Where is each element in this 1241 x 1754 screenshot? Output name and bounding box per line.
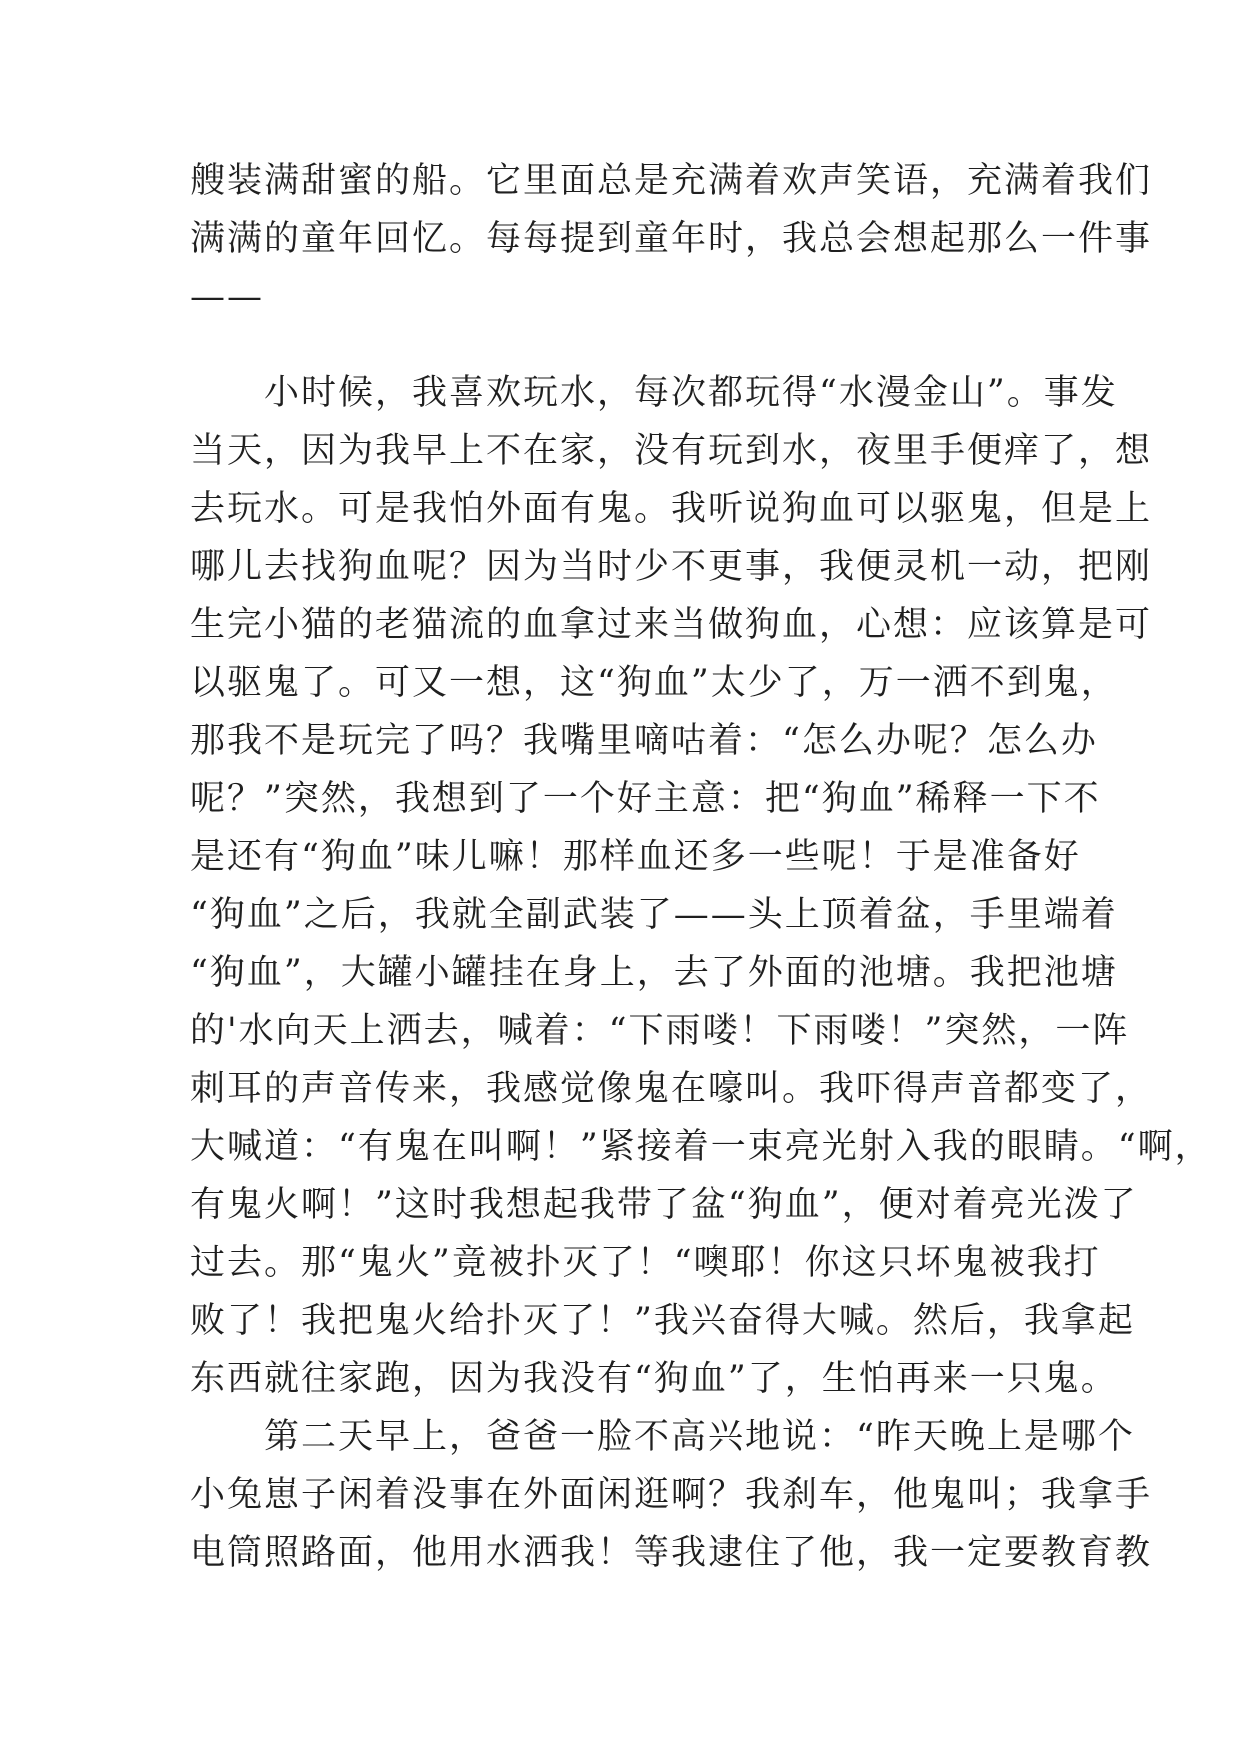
text-line: 东西就往家跑，因为我没有“狗血”了，生怕再来一只鬼。 (190, 1359, 1118, 1399)
text-line: 艘装满甜蜜的船。它里面总是充满着欢声笑语，充满着我们 (190, 161, 1153, 201)
text-line: 哪儿去找狗血呢？因为当时少不更事，我便灵机一动，把刚 (190, 547, 1153, 587)
text-line: 那我不是玩完了吗？我嘴里嘀咕着：“怎么办呢？怎么办 (190, 721, 1098, 761)
text-line: 第二天早上，爸爸一脸不高兴地说：“昨天晚上是哪个 (190, 1417, 1135, 1457)
text-line: 当天，因为我早上不在家，没有玩到水，夜里手便痒了，想 (190, 431, 1153, 471)
text-line: 是还有“狗血”味儿嘛！那样血还多一些呢！于是准备好 (190, 837, 1081, 877)
paragraph-gap (190, 326, 1060, 364)
text-line: “狗血”之后，我就全副武装了——头上顶着盆，手里端着 (190, 895, 1118, 935)
text-line: 去玩水。可是我怕外面有鬼。我听说狗血可以驱鬼，但是上 (190, 489, 1153, 529)
text-line: 过去。那“鬼火”竟被扑灭了！“噢耶！你这只坏鬼被我打 (190, 1243, 1101, 1283)
text-line: 以驱鬼了。可又一想，这“狗血”太少了，万一洒不到鬼， (190, 663, 1118, 703)
text-line: 刺耳的声音传来，我感觉像鬼在嚎叫。我吓得声音都变了， (190, 1069, 1153, 1109)
text-line: 电筒照路面，他用水洒我！等我逮住了他，我一定要教育教 (190, 1533, 1153, 1573)
text-line: 败了！我把鬼火给扑灭了！”我兴奋得大喊。然后，我拿起 (190, 1301, 1135, 1341)
text-line: “狗血”，大罐小罐挂在身上，去了外面的池塘。我把池塘 (190, 953, 1118, 993)
text-line: 满满的童年回忆。每每提到童年时，我总会想起那么一件事 (190, 219, 1153, 259)
text-line: 的'水向天上洒去，喊着：“下雨喽！下雨喽！”突然，一阵 (190, 1011, 1130, 1051)
text-line: 有鬼火啊！”这时我想起我带了盆“狗血”，便对着亮光泼了 (190, 1185, 1138, 1225)
text-line: 呢？”突然，我想到了一个好主意：把“狗血”稀释一下不 (190, 779, 1101, 819)
text-line: 小时候，我喜欢玩水，每次都玩得“水漫金山”。事发 (190, 373, 1118, 413)
body-text (190, 152, 1212, 1582)
text-line-dash: —— (190, 277, 264, 317)
text-line: 大喊道：“有鬼在叫啊！”紧接着一束亮光射入我的眼睛。“啊， (190, 1127, 1212, 1167)
text-line: 生完小猫的老猫流的血拿过来当做狗血，心想：应该算是可 (190, 605, 1153, 645)
text-line: 小兔崽子闲着没事在外面闲逛啊？我刹车，他鬼叫；我拿手 (190, 1475, 1153, 1515)
